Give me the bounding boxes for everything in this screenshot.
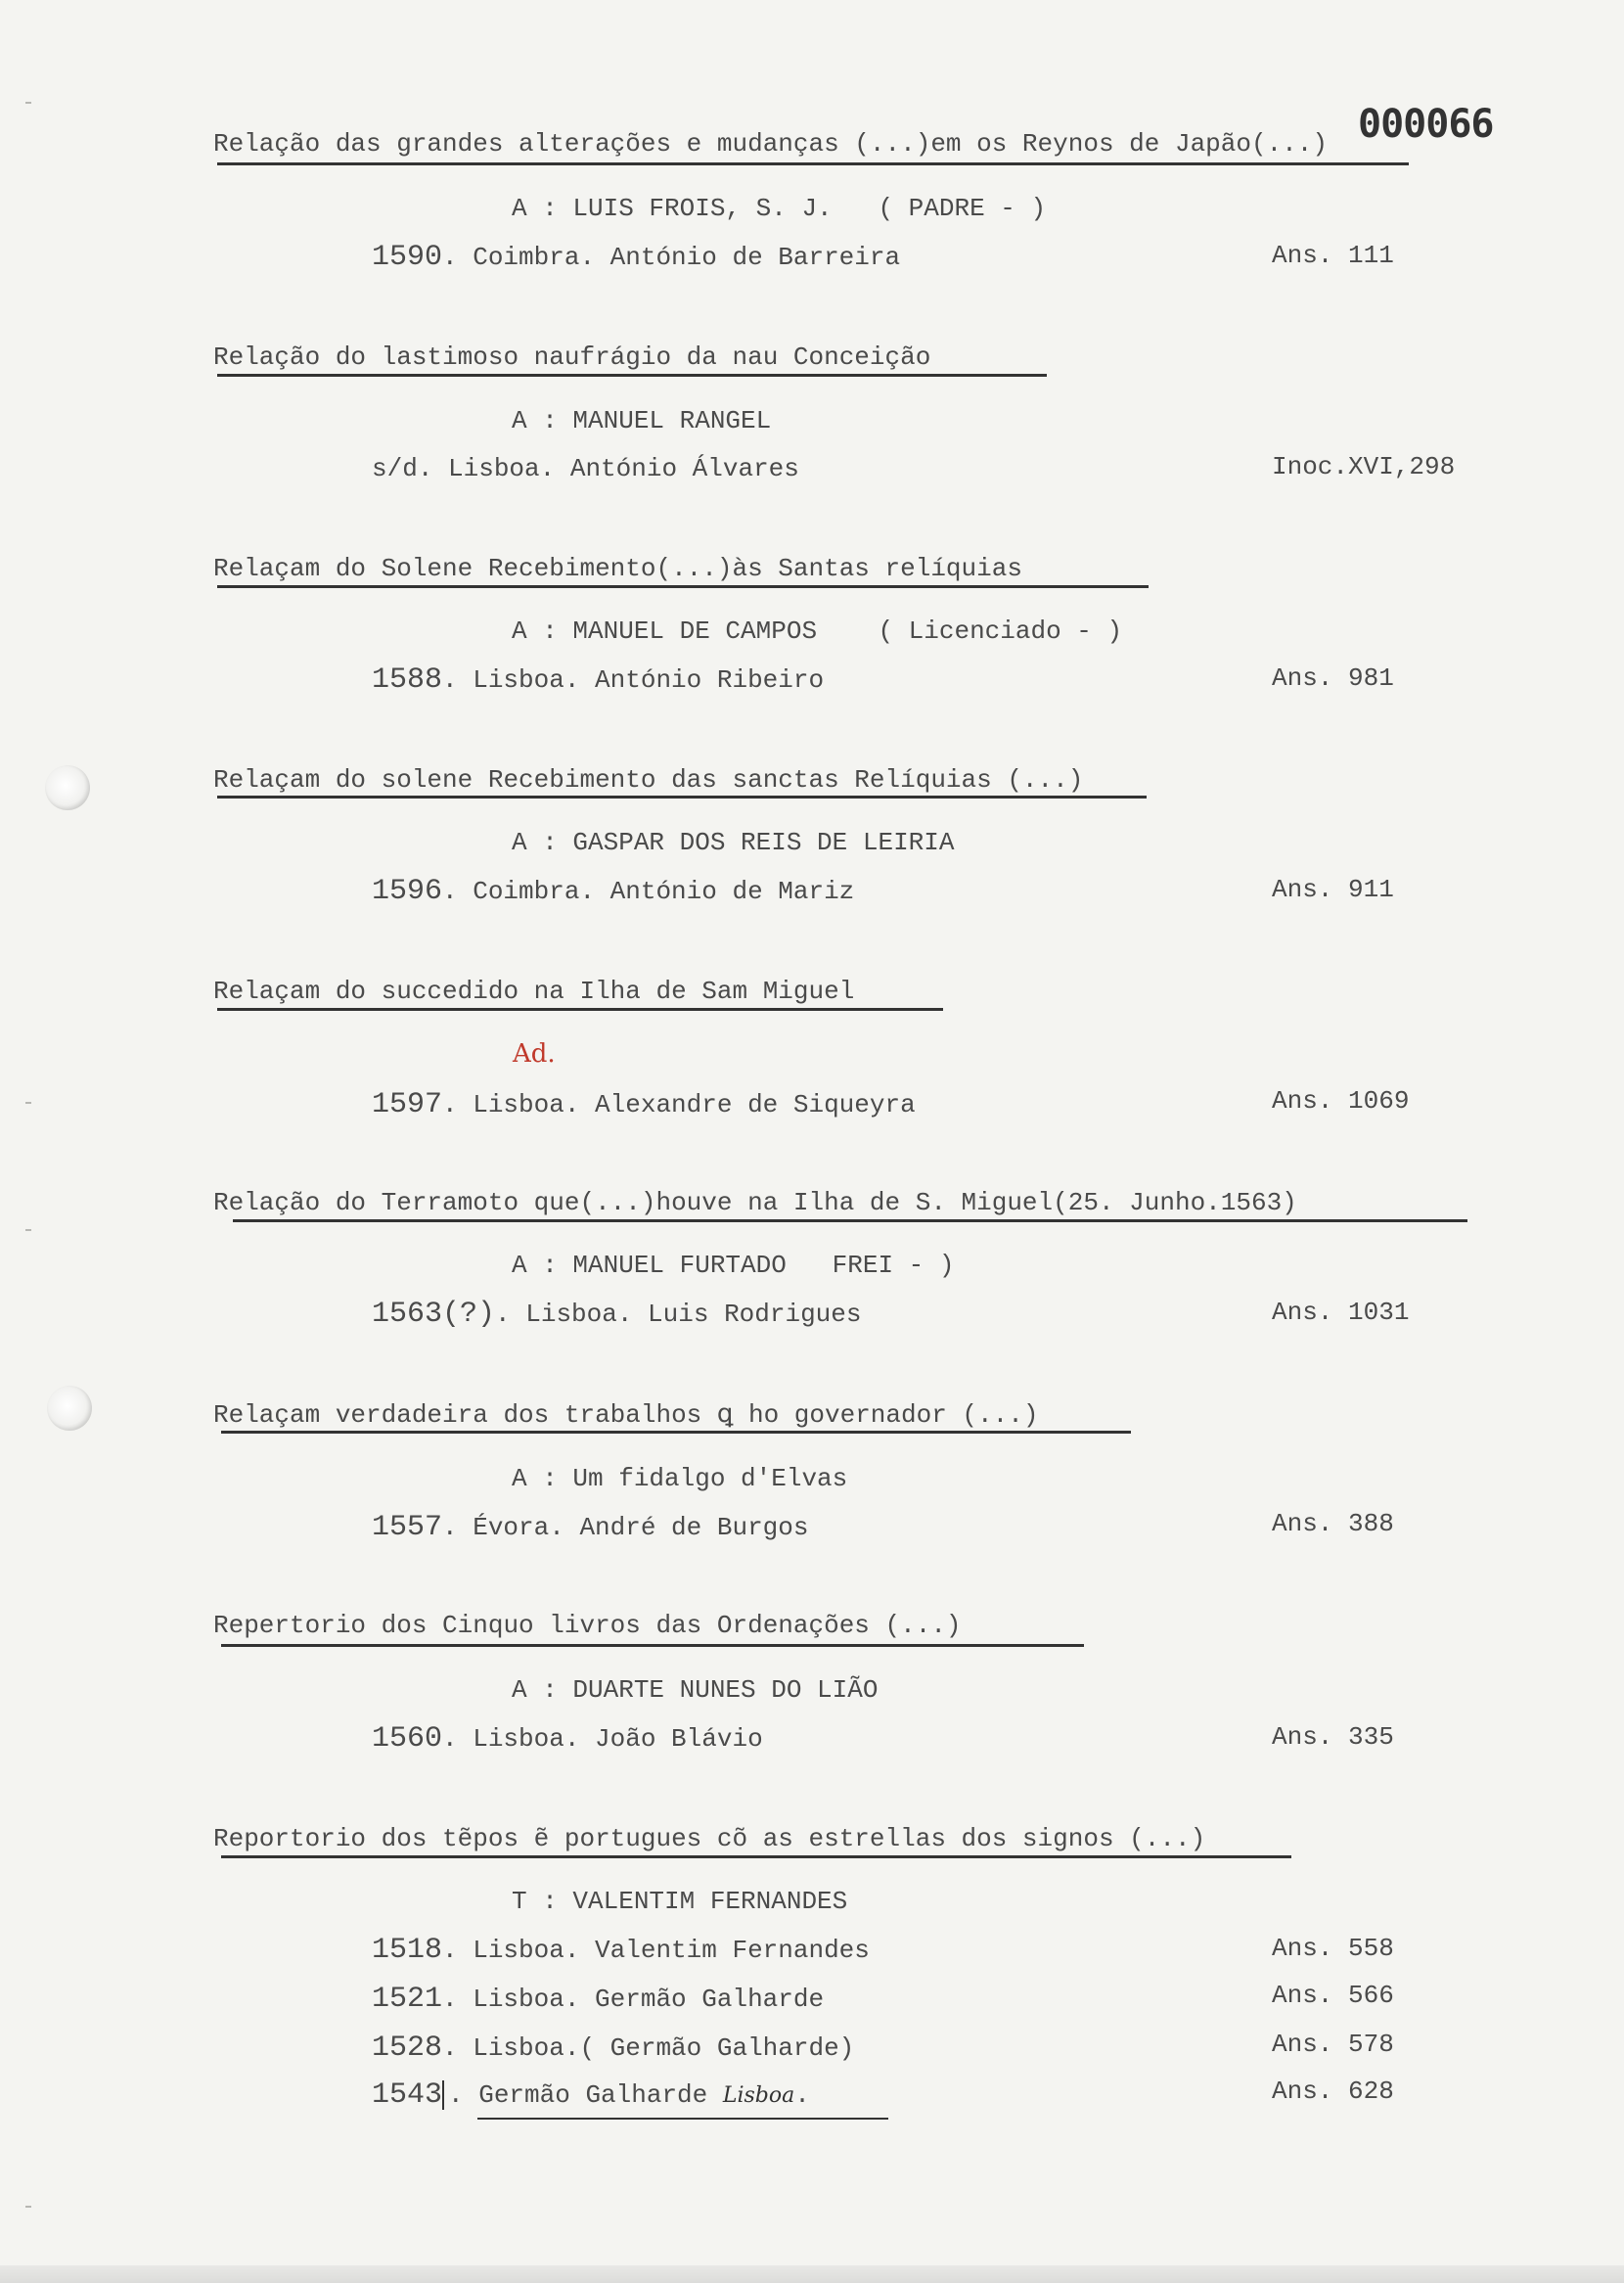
entry-imprint [372, 1934, 870, 1967]
imprint-place: . Coimbra. António de Barreira [442, 243, 901, 272]
entry-imprint [372, 1722, 763, 1756]
entry-reference: Ans. 558 [1272, 1934, 1394, 1963]
handwritten-note: Ad. [513, 1039, 556, 1069]
imprint-place: . Lisboa. João Blávio [442, 1724, 763, 1754]
entry-reference: Ans. 628 [1272, 2077, 1394, 2106]
entry-reference: Ans. 578 [1272, 2030, 1394, 2059]
entry-title: Relaçam do solene Recebimento das sanctas Relíquias (...) [213, 765, 1084, 795]
imprint-place: . Coimbra. António de Mariz [442, 877, 855, 906]
title-underline [233, 1219, 1467, 1222]
punch-hole [45, 765, 90, 810]
entry-imprint [372, 454, 799, 483]
scan-edge [0, 2265, 1624, 2283]
handwritten-underline [477, 2118, 888, 2120]
entry-imprint [372, 1298, 862, 1331]
title-underline [221, 1431, 1131, 1434]
imprint-place: . Lisboa. Valentim Fernandes [442, 1936, 870, 1965]
entry-author: A : MANUEL FURTADO FREI - ) [512, 1251, 955, 1280]
punch-hole [47, 1386, 92, 1431]
entry-imprint [372, 2078, 810, 2112]
imprint-year: 1518 [372, 1934, 443, 1967]
entry-imprint [372, 1511, 808, 1544]
imprint-place: . Lisboa. Luis Rodrigues [495, 1300, 862, 1329]
entry-reference: Ans. 388 [1272, 1509, 1394, 1538]
title-underline [217, 585, 1149, 588]
imprint-year: 1596 [372, 875, 443, 908]
entry-title: Repertorio dos Cinquo livros das Ordenações (...) [213, 1611, 962, 1640]
entry-title: Relaçam do Solene Recebimento(...)às Santas relíquias [213, 554, 1022, 583]
margin-mark [25, 1102, 31, 1104]
margin-mark [25, 2206, 31, 2208]
entry-reference: Ans. 566 [1272, 1981, 1394, 2010]
imprint-year: 1588 [372, 663, 443, 697]
imprint-year: 1528 [372, 2032, 443, 2065]
entry-title: Relação do lastimoso naufrágio da nau Conceição [213, 342, 931, 372]
entry-reference: Ans. 111 [1272, 241, 1394, 270]
imprint-place: . Lisboa.( Germão Galharde) [442, 2033, 855, 2063]
imprint-place: . Lisboa. António Ribeiro [442, 665, 825, 695]
imprint-place: . Lisboa. Germão Galharde [442, 1985, 825, 2014]
title-underline [217, 1008, 943, 1011]
title-underline [221, 1855, 1291, 1858]
entry-reference: Ans. 1031 [1272, 1298, 1410, 1327]
imprint-place: . Lisboa. António Álvares [417, 454, 799, 483]
entry-reference: Ans. 1069 [1272, 1086, 1410, 1116]
margin-mark [25, 102, 31, 104]
entry-author: A : Um fidalgo d'Elvas [512, 1464, 848, 1493]
entry-author: T : VALENTIM FERNANDES [512, 1887, 848, 1916]
title-underline [217, 374, 1047, 377]
imprint-year: 1563(?) [372, 1298, 496, 1331]
archive-stamp-number: 000066 [1358, 102, 1494, 147]
entry-imprint [372, 1088, 916, 1121]
entry-author: A : DUARTE NUNES DO LIÃO [512, 1675, 879, 1705]
imprint-year: 1597 [372, 1088, 443, 1121]
imprint-year: 1560 [372, 1722, 443, 1756]
entry-title: Relação das grandes alterações e mudanças (...)em os Reynos de Japão(...) [213, 129, 1328, 159]
imprint-year: 1557 [372, 1511, 443, 1544]
entry-author: A : LUIS FROIS, S. J. ( PADRE - ) [512, 194, 1047, 223]
entry-imprint [372, 1983, 824, 2016]
entry-title: Relaçam do succedido na Ilha de Sam Miguel [213, 977, 855, 1006]
imprint-place: . Germão Galharde [442, 2080, 707, 2110]
entry-reference: Inoc.XVI,298 [1272, 452, 1456, 481]
entry-imprint [372, 875, 854, 908]
entry-title: Relaçam verdadeira dos trabalhos ꝗ ho governador (...) [213, 1400, 1039, 1430]
title-underline [221, 1644, 1084, 1647]
imprint-year: s/d [372, 454, 418, 483]
imprint-place: . Évora. André de Burgos [442, 1513, 809, 1542]
title-underline [217, 796, 1147, 799]
entry-imprint [372, 241, 900, 274]
entry-reference: Ans. 335 [1272, 1722, 1394, 1752]
handwritten-tail: . [794, 2080, 810, 2110]
imprint-year: 1543 [372, 2078, 443, 2112]
entry-title: Reportorio dos tẽpos ẽ portugues cõ as estrellas dos signos (...) [213, 1824, 1206, 1853]
entry-author: A : GASPAR DOS REIS DE LEIRIA [512, 828, 955, 857]
entry-reference: Ans. 911 [1272, 875, 1394, 904]
imprint-year: 1590 [372, 241, 443, 274]
handwritten-correction: Lisboa [722, 2083, 795, 2108]
title-underline [217, 162, 1409, 165]
entry-imprint [372, 663, 824, 697]
entry-title: Relação do Terramoto que(...)houve na Ilha de S. Miguel(25. Junho.1563) [213, 1188, 1297, 1217]
entry-imprint [372, 2032, 854, 2065]
margin-mark [25, 1229, 31, 1231]
entry-author: A : MANUEL RANGEL [512, 406, 772, 435]
imprint-year: 1521 [372, 1983, 443, 2016]
entry-reference: Ans. 981 [1272, 663, 1394, 693]
imprint-place: . Lisboa. Alexandre de Siqueyra [442, 1090, 916, 1119]
entry-author: A : MANUEL DE CAMPOS ( Licenciado - ) [512, 616, 1123, 646]
